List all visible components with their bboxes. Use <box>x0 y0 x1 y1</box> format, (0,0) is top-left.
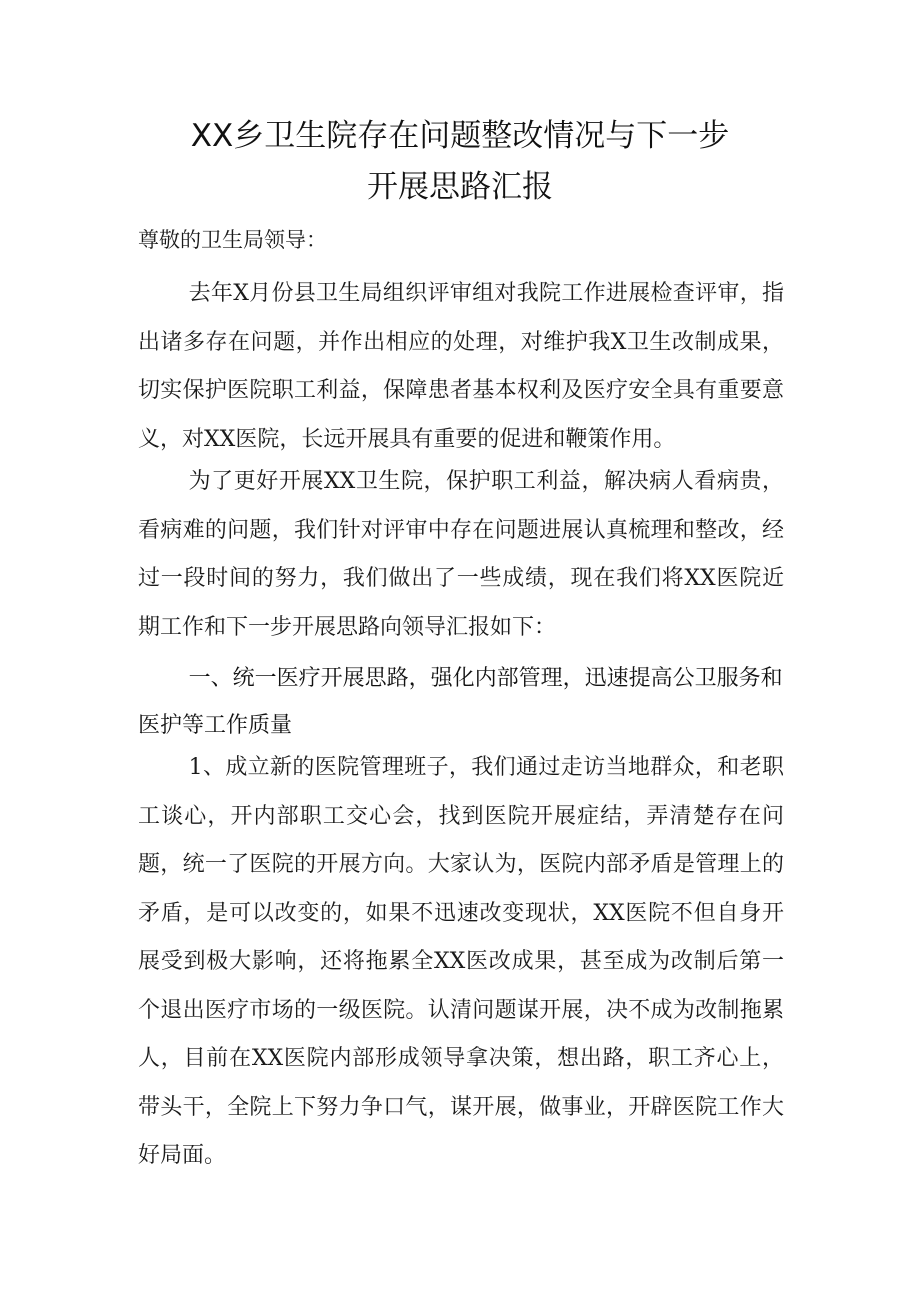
document-title-line-2: 开展思路汇报 <box>367 169 553 205</box>
paragraph-report-intro: 为了更好开展XX卫生院，保护职工利益，解决病人看病贵，看病难的问题，我们针对评审中存在问题进展认真梳理和整改，经过一段时间的努力，我们做出了一些成绩，现在我们将XX医院近期工作和下一步开展思路向领导汇报如下： <box>138 469 784 640</box>
section-heading-1: 一、统一医疗开展思路，强化内部管理，迅速提高公卫服务和医护等工作质量 <box>138 666 783 738</box>
paragraph-item-1: 1、成立新的医院管理班子，我们通过走访当地群众，和老职工谈心，开内部职工交心会，找到医院开展症结，弄清楚存在问题，统一了医院的开展方向。大家认为，医院内部矛盾是管理上的矛盾，是可以改变的，如果不迅速改变现状，XX医院不但自身开展受到极大影响，还将拖累全XX医改成果，甚至成为改制后第一个退出医疗市场的一级医院。认清问题谋开展，决不成为改制拖累人，目前在XX医院内部形成领导拿决策，想出路，职工齐心上，带头干，全院上下努力争口气，谋开展，做事业，开辟医院工作大好局面。 <box>138 755 784 1168</box>
salutation: 尊敬的卫生局领导： <box>138 228 327 252</box>
paragraph-review-background: 去年X月份县卫生局组织评审组对我院工作进展检查评审，指出诸多存在问题，并作出相应的处理，对维护我X卫生改制成果，切实保护医院职工利益，保障患者基本权利及医疗安全具有重要意义，对XX医院，长远开展具有重要的促进和鞭策作用。 <box>138 281 784 452</box>
document-title-line-1: XX乡卫生院存在问题整改情况与下一步 <box>190 118 730 154</box>
